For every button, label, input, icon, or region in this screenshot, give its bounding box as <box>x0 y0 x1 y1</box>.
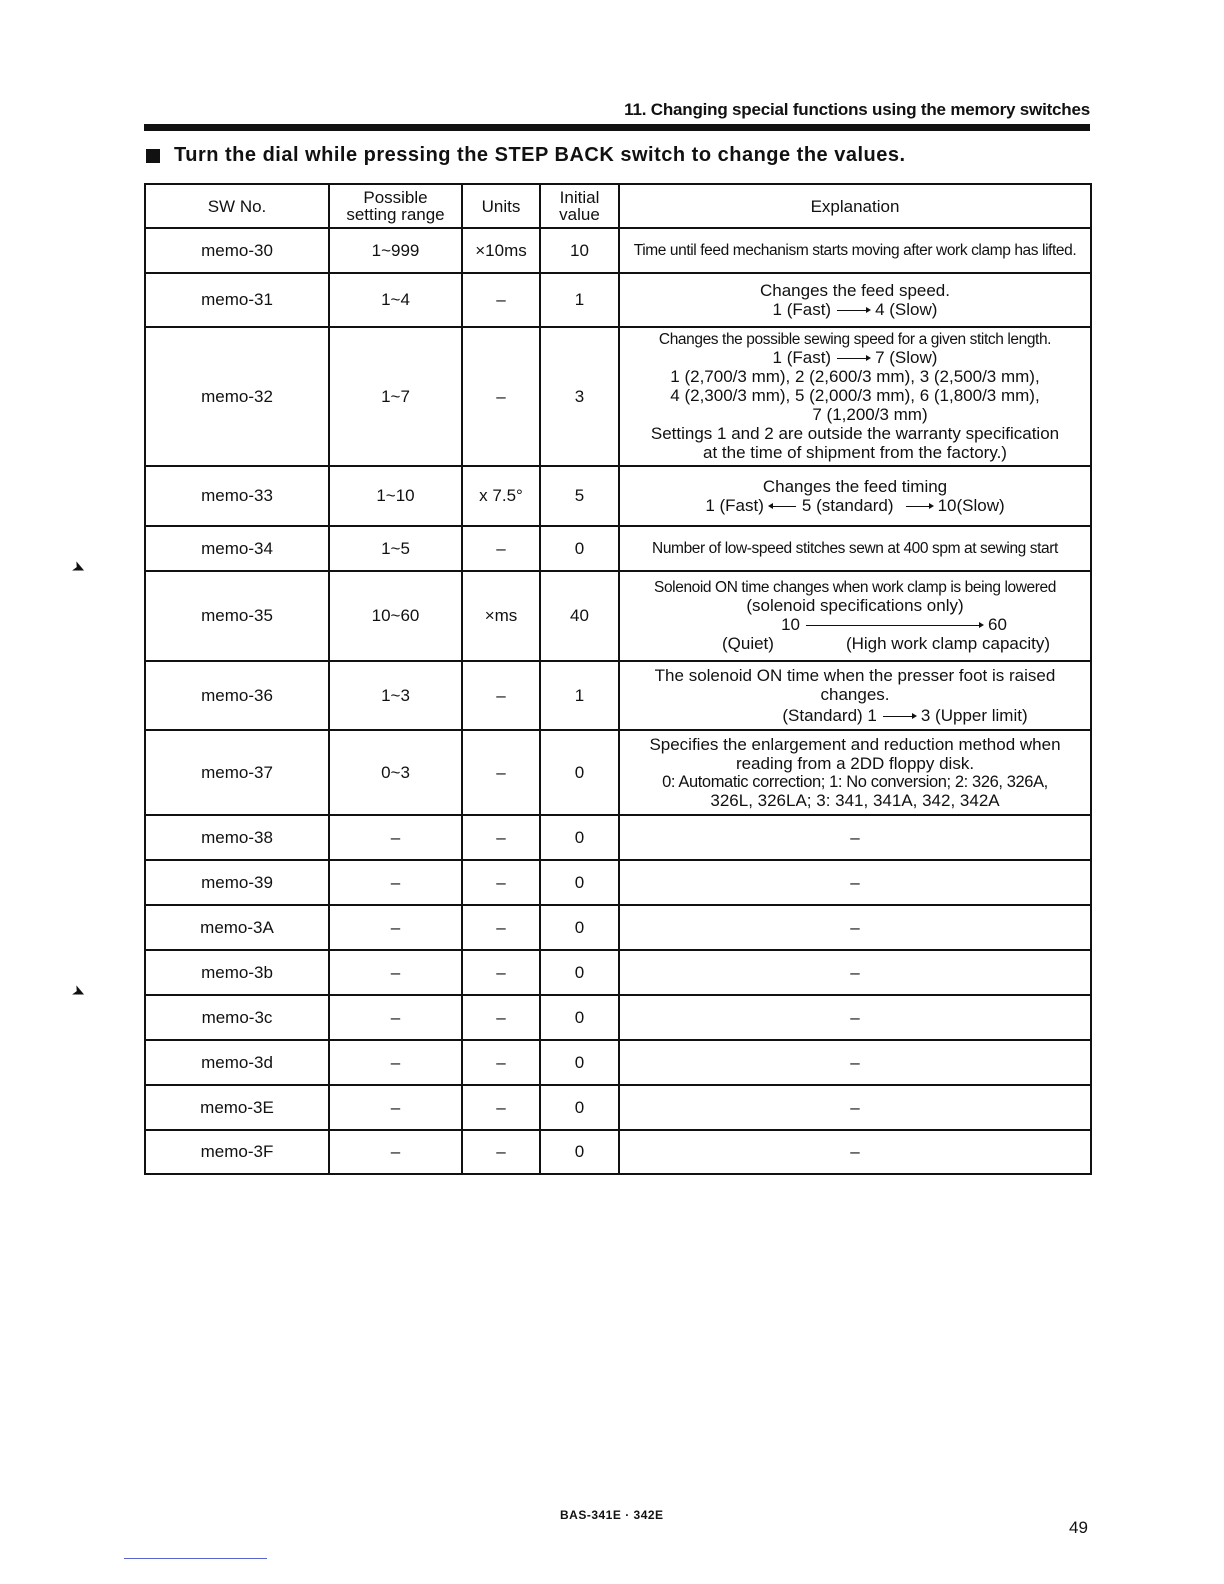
units: ×10ms <box>462 228 540 273</box>
units: – <box>462 661 540 730</box>
units: – <box>462 860 540 905</box>
explanation-line: (solenoid specifications only) <box>746 596 964 616</box>
setting-range: 1~7 <box>329 327 462 466</box>
setting-range: 10~60 <box>329 571 462 661</box>
header-rule <box>144 124 1090 131</box>
arrow-right-icon <box>837 358 869 360</box>
initial-value: 1 <box>540 661 619 730</box>
setting-range: – <box>329 995 462 1040</box>
explanation: – <box>619 905 1091 950</box>
explanation: – <box>619 815 1091 860</box>
units: – <box>462 327 540 466</box>
explanation-line: reading from a 2DD floppy disk. <box>735 753 975 773</box>
initial-value: 5 <box>540 466 619 526</box>
explanation-line: 4 (2,300/3 mm), 5 (2,000/3 mm), 6 (1,800/3 mm), <box>670 386 1040 406</box>
explanation <box>619 730 1091 815</box>
initial-value: 0 <box>540 860 619 905</box>
arrow-right-icon <box>806 625 982 627</box>
scale-labels: (Quiet) (High work clamp capacity) <box>721 634 1051 654</box>
scale-line: 1 (Fast) 7 (Slow) <box>772 348 938 368</box>
footer-model: BAS-341E · 342E <box>560 1508 664 1522</box>
explanation: – <box>619 950 1091 995</box>
table-row <box>145 661 1091 730</box>
explanation <box>619 466 1091 526</box>
table-row <box>145 526 1091 571</box>
table-row <box>145 1085 1091 1130</box>
col-units: Units <box>462 184 540 228</box>
initial-value: 0 <box>540 995 619 1040</box>
setting-range: 1~3 <box>329 661 462 730</box>
setting-range: – <box>329 905 462 950</box>
initial-value: 0 <box>540 905 619 950</box>
explanation: Number of low-speed stitches sewn at 400 spm at sewing start <box>619 526 1091 571</box>
units: – <box>462 950 540 995</box>
sw-no: memo-3b <box>145 950 329 995</box>
sw-no: memo-35 <box>145 571 329 661</box>
sw-no: memo-34 <box>145 526 329 571</box>
initial-value: 3 <box>540 327 619 466</box>
explanation <box>619 661 1091 730</box>
explanation <box>619 327 1091 466</box>
sw-no: memo-3A <box>145 905 329 950</box>
explanation-line: Settings 1 and 2 are outside the warranty specification <box>650 424 1060 444</box>
bottom-link-line <box>124 1558 267 1559</box>
sw-no: memo-39 <box>145 860 329 905</box>
explanation-line: 1 (2,700/3 mm), 2 (2,600/3 mm), 3 (2,500/3 mm), <box>670 367 1040 387</box>
units: – <box>462 995 540 1040</box>
explanation-line: Specifies the enlargement and reduction method when <box>649 734 1061 754</box>
setting-range: – <box>329 1040 462 1085</box>
explanation-line: Changes the possible sewing speed for a given stitch length. <box>658 330 1052 348</box>
sw-no: memo-37 <box>145 730 329 815</box>
explanation: – <box>619 1130 1091 1174</box>
explanation: – <box>619 860 1091 905</box>
sw-no: memo-33 <box>145 466 329 526</box>
table-row <box>145 995 1091 1040</box>
table-row <box>145 1130 1091 1174</box>
table-row <box>145 466 1091 526</box>
memory-switch-table <box>144 183 1092 1175</box>
col-sw-no: SW No. <box>145 184 329 228</box>
sw-no: memo-31 <box>145 273 329 327</box>
arrow-left-icon <box>770 506 796 508</box>
initial-value: 1 <box>540 273 619 327</box>
scale-line: 1 (Fast) 4 (Slow) <box>772 300 938 319</box>
sw-no: memo-3d <box>145 1040 329 1085</box>
table-row <box>145 327 1091 466</box>
scale-line: 10 60 <box>781 615 1007 635</box>
explanation: – <box>619 1085 1091 1130</box>
explanation-line: Changes the feed timing <box>762 476 948 496</box>
table-row <box>145 1040 1091 1085</box>
section-header: 11. Changing special functions using the memory switches <box>624 100 1090 119</box>
arrow-right-icon <box>906 506 932 508</box>
setting-range: – <box>329 860 462 905</box>
initial-value: 0 <box>540 815 619 860</box>
initial-value: 0 <box>540 950 619 995</box>
col-initial-value: Initial value <box>540 184 619 228</box>
explanation-line: 0: Automatic correction; 1: No conversion; 2: 326, 326A, <box>662 772 1048 791</box>
units: ×ms <box>462 571 540 661</box>
initial-value: 0 <box>540 526 619 571</box>
setting-range: 1~999 <box>329 228 462 273</box>
initial-value: 0 <box>540 1085 619 1130</box>
units: – <box>462 730 540 815</box>
margin-arrow-icon: ➤ <box>68 557 89 579</box>
sw-no: memo-3F <box>145 1130 329 1174</box>
explanation: – <box>619 1040 1091 1085</box>
setting-range: – <box>329 950 462 995</box>
instruction-text: Turn the dial while pressing the STEP BACK switch to change the values. <box>174 144 906 166</box>
instruction-line <box>146 144 906 167</box>
table-row <box>145 571 1091 661</box>
explanation-line: 326L, 326LA; 3: 341, 341A, 342, 342A <box>710 791 1000 811</box>
explanation: Time until feed mechanism starts moving after work clamp has lifted. <box>619 228 1091 273</box>
explanation-line: The solenoid ON time when the presser foot is raised <box>654 665 1056 685</box>
sw-no: memo-38 <box>145 815 329 860</box>
initial-value: 0 <box>540 1040 619 1085</box>
setting-range: 0~3 <box>329 730 462 815</box>
setting-range: – <box>329 1130 462 1174</box>
units: – <box>462 273 540 327</box>
initial-value: 0 <box>540 1130 619 1174</box>
explanation-line: 7 (1,200/3 mm) <box>812 405 928 425</box>
table-row <box>145 273 1091 327</box>
scale-line: (Standard) 1 3 (Upper limit) <box>782 706 1028 726</box>
setting-range: 1~5 <box>329 526 462 571</box>
margin-arrow-icon: ➤ <box>68 981 89 1003</box>
table-row <box>145 950 1091 995</box>
initial-value: 40 <box>540 571 619 661</box>
page-number: 49 <box>1069 1518 1088 1537</box>
explanation-line: Solenoid ON time changes when work clamp is being lowered <box>654 578 1056 596</box>
setting-range: – <box>329 815 462 860</box>
sw-no: memo-30 <box>145 228 329 273</box>
table-row <box>145 815 1091 860</box>
units: – <box>462 1130 540 1174</box>
table-row <box>145 228 1091 273</box>
sw-no: memo-3c <box>145 995 329 1040</box>
units: – <box>462 1085 540 1130</box>
sw-no: memo-32 <box>145 327 329 466</box>
table-row <box>145 860 1091 905</box>
units: – <box>462 815 540 860</box>
explanation-line: Changes the feed speed. <box>760 280 950 300</box>
arrow-right-icon <box>883 716 915 718</box>
arrow-right-icon <box>837 310 869 312</box>
explanation: – <box>619 995 1091 1040</box>
scale-line: 1 (Fast) 5 (standard) 10(Slow) <box>705 496 1005 515</box>
units: – <box>462 526 540 571</box>
initial-value: 0 <box>540 730 619 815</box>
col-explanation: Explanation <box>619 184 1091 228</box>
setting-range: 1~4 <box>329 273 462 327</box>
table-row <box>145 905 1091 950</box>
table-header-row <box>145 184 1091 228</box>
setting-range: – <box>329 1085 462 1130</box>
explanation-line: at the time of shipment from the factory.) <box>703 443 1007 463</box>
explanation-line: changes. <box>820 684 890 704</box>
sw-no: memo-3E <box>145 1085 329 1130</box>
table-row <box>145 730 1091 815</box>
units: – <box>462 905 540 950</box>
explanation <box>619 273 1091 327</box>
initial-value: 10 <box>540 228 619 273</box>
col-setting-range: Possible setting range <box>329 184 462 228</box>
explanation <box>619 571 1091 661</box>
bullet-square-icon <box>146 149 160 163</box>
units: x 7.5° <box>462 466 540 526</box>
units: – <box>462 1040 540 1085</box>
sw-no: memo-36 <box>145 661 329 730</box>
setting-range: 1~10 <box>329 466 462 526</box>
